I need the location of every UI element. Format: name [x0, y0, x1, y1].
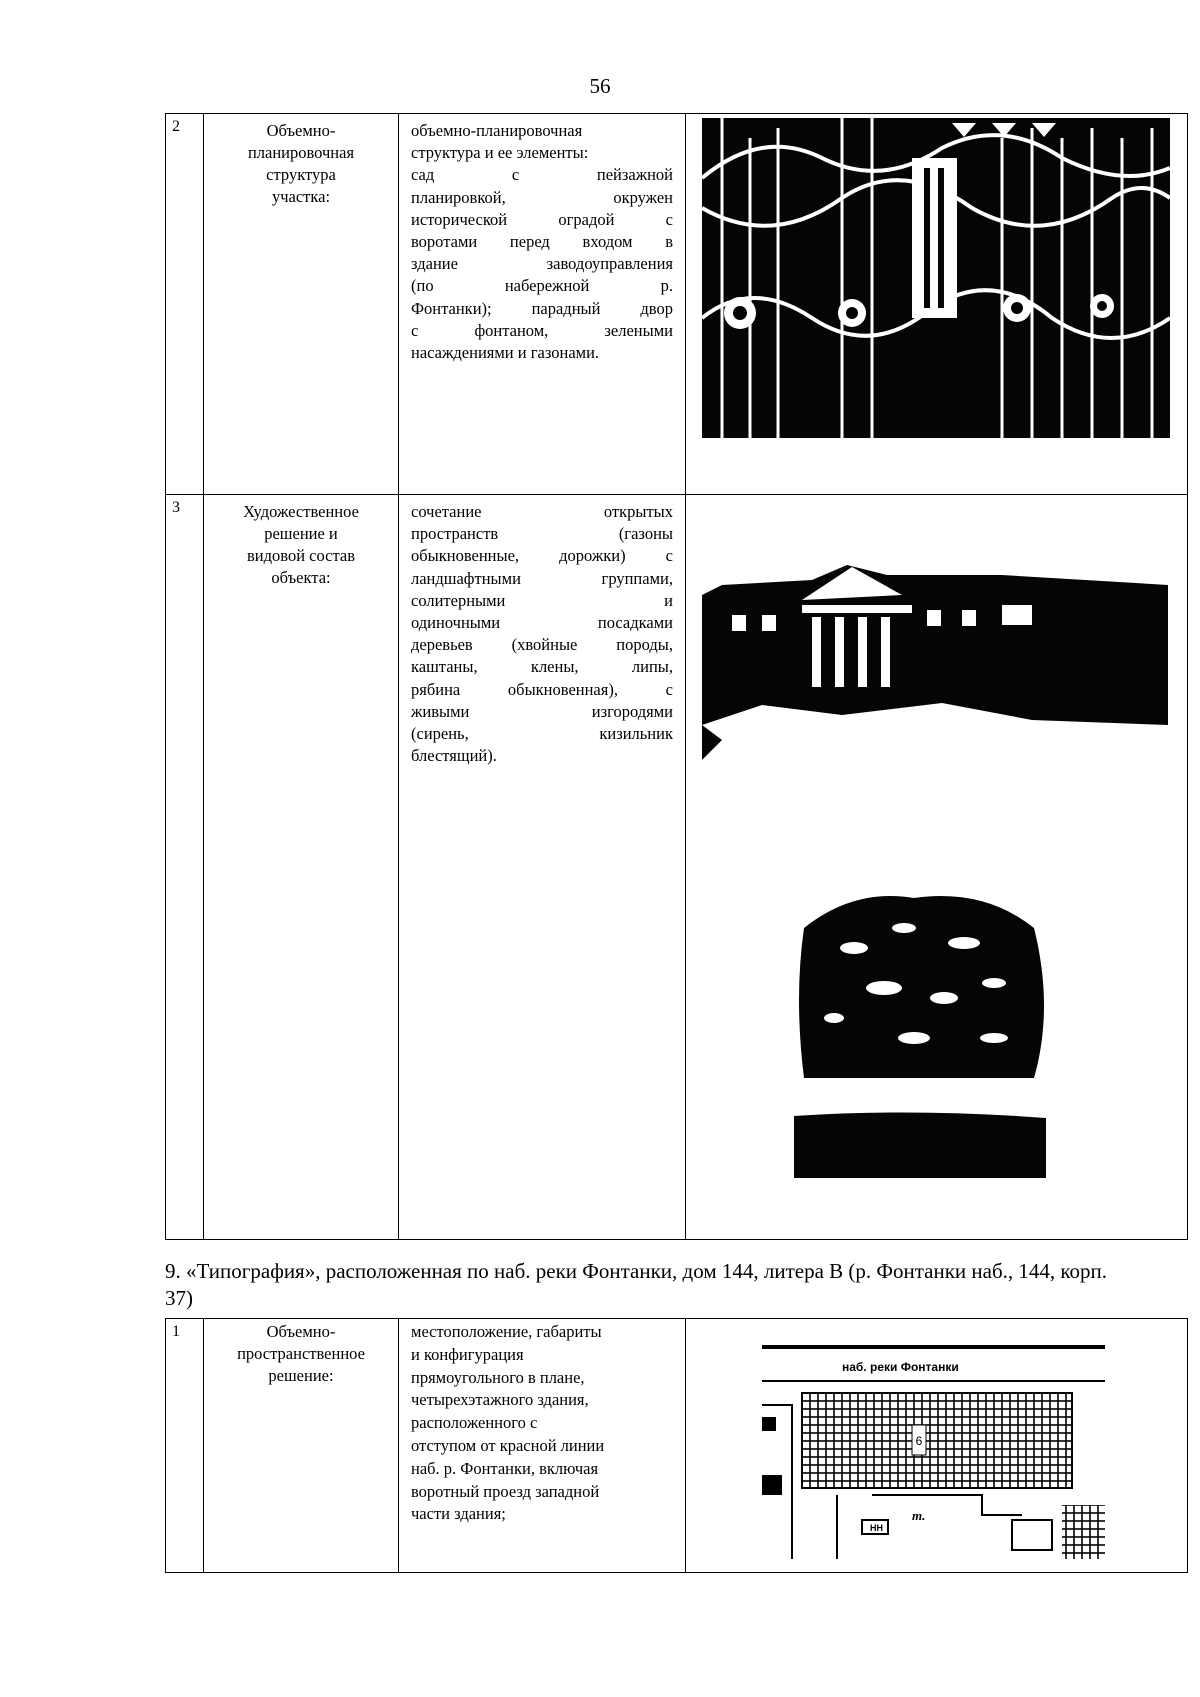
row-description: сочетание открытых пространств (газоны обыкновенные, дорожки) с ландшафтными группами, солитерными и одиночными посадками деревьев (хвойные породы, каштаны, клены, липы, рябина обыкновенная), с живыми изгородями (сирень, кизильник блестящий).: [399, 495, 686, 1240]
photo-cell: [686, 114, 1188, 495]
row-number: 1: [166, 1319, 204, 1573]
table-row: [166, 495, 1188, 1240]
row-number: 2: [166, 114, 204, 495]
map-cell: [686, 1319, 1188, 1573]
row-title: Объемно- пространственное решение:: [204, 1319, 399, 1573]
map-building-mark: m.: [912, 1508, 926, 1523]
row-title: Объемно- планировочная структура участка:: [204, 114, 399, 495]
photo-cell: [686, 495, 1188, 1240]
fence-photo: [702, 118, 1170, 461]
map-box-label: НН: [870, 1523, 883, 1533]
page-number: 56: [589, 74, 611, 98]
map-street-label: наб. реки Фонтанки: [842, 1360, 959, 1374]
row-title: Художественное решение и видовой состав объекта:: [204, 495, 399, 1240]
map-number: 6: [915, 1434, 923, 1448]
row-description: объемно-планировочная структура и ее элементы: сад с пейзажной планировкой, окружен исторической оградой с воротами перед входом в здание заводоуправления (по набережной р. Фонтанки); парадный двор с фонтаном, зелеными насаждениями и газонами.: [399, 114, 686, 495]
row-number: 3: [166, 495, 204, 1240]
row-description: местоположение, габариты и конфигурация прямоугольного в плане, четырехэтажного здания, расположенного с отступом от красной линии наб. р. Фонтанки, включая воротный проезд западной части здания;: [399, 1319, 686, 1573]
section-caption: 9. «Типография», расположенная по наб. реки Фонтанки, дом 144, литера В (р. Фонтанки наб., 144, корп. 37): [165, 1259, 1108, 1310]
table-row: [166, 114, 1188, 495]
table-row: [166, 1319, 1188, 1573]
building-photo: [702, 555, 1168, 800]
attributes-table-1: [165, 113, 1188, 1240]
site-map: [762, 1345, 1105, 1559]
attributes-table-2: [165, 1318, 1188, 1573]
shrub-photo: [794, 888, 1046, 1178]
